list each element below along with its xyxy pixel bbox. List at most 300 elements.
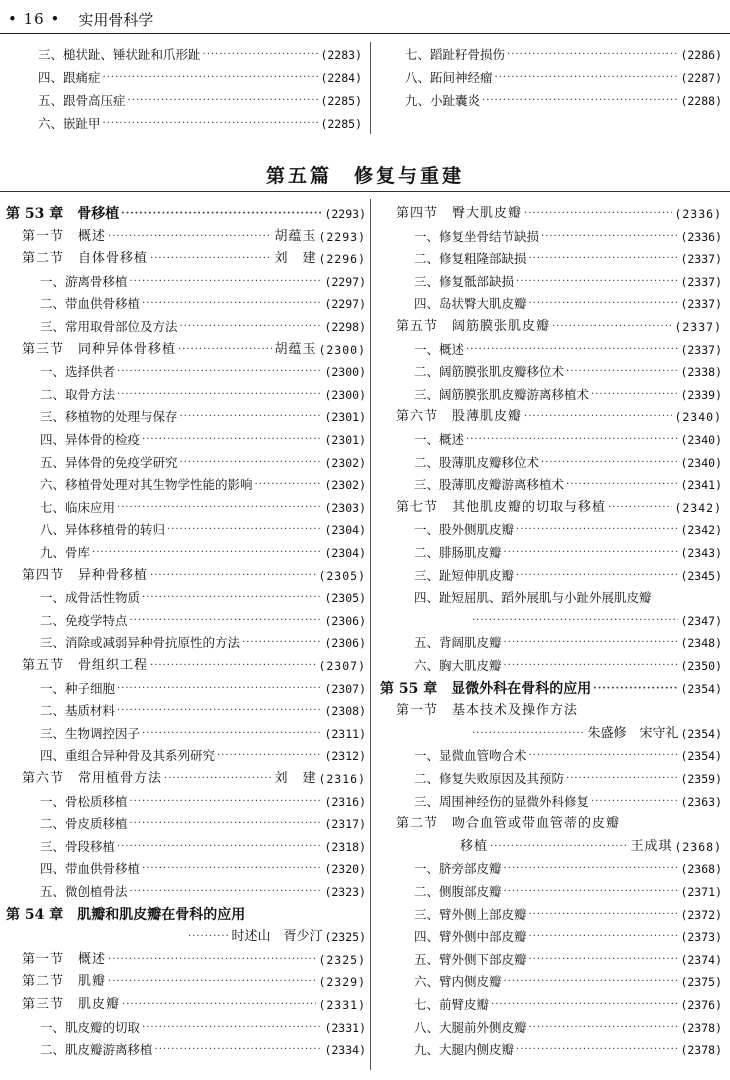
toc-entry	[22, 950, 366, 970]
toc-entry	[414, 294, 722, 314]
entry-page: (2308)	[324, 704, 366, 719]
entry-page: (2297)	[324, 297, 366, 312]
toc-entry	[22, 656, 366, 676]
toc-entry	[414, 566, 722, 586]
dot-leader	[108, 227, 272, 247]
entry-page: (2340)	[680, 455, 722, 470]
toc-entry	[38, 114, 362, 134]
entry-page: (2376)	[680, 998, 722, 1012]
dot-leader	[122, 995, 316, 1015]
entry-page: (2312)	[324, 749, 366, 764]
toc-entry	[40, 588, 366, 608]
entry-title: 四、趾短屈肌、蹈外展肌与小趾外展肌皮瓣	[414, 590, 652, 606]
entry-title: 九、骨库	[40, 545, 91, 560]
entry-title: 四、带血供骨移植	[40, 861, 141, 877]
entry-page: (2368)	[674, 839, 722, 854]
dot-leader	[142, 430, 322, 450]
entry-title: 二、腓肠肌皮瓣	[414, 545, 502, 560]
entry-page: (2303)	[324, 500, 366, 515]
dot-leader	[566, 362, 678, 382]
entry-title: 一、骨松质移植	[40, 793, 128, 809]
toc-entry	[40, 701, 366, 721]
entry-page: (2354)	[680, 749, 722, 764]
entry-page: (2296)	[318, 252, 366, 267]
entry-title: 九、小趾囊炎	[405, 93, 481, 108]
dot-leader	[117, 385, 322, 405]
entry-page: (2302)	[324, 478, 366, 493]
entry-title: 第四节 异种骨移植	[22, 567, 149, 583]
toc-entry	[40, 520, 366, 540]
entry-page: (2342)	[680, 523, 722, 538]
toc-entry	[405, 68, 722, 88]
page-header	[8, 6, 153, 32]
toc-entry	[380, 679, 722, 699]
dot-leader	[504, 972, 679, 992]
entry-author: 王成琪	[630, 838, 673, 854]
entry-page: (2300)	[318, 342, 366, 357]
toc-entry	[414, 972, 722, 992]
entry-page: (2283)	[320, 48, 362, 62]
entry-title: 第 55 章 显微外科在骨科的应用	[380, 680, 592, 697]
entry-title: 第一节 概述	[22, 951, 107, 967]
entry-page: (2378)	[680, 1043, 722, 1058]
entry-page: (2374)	[680, 952, 722, 967]
entry-title: 三、消除或减弱异种骨抗原性的方法	[40, 635, 241, 651]
entry-title: 七、前臂皮瓣	[414, 997, 490, 1012]
toc-entry	[396, 317, 722, 337]
toc-entry	[40, 272, 366, 292]
entry-page: (2368)	[680, 862, 722, 877]
entry-page: (2311)	[324, 726, 366, 741]
entry-page: (2307)	[324, 681, 366, 696]
entry-page: (2325)	[324, 930, 366, 945]
entry-title: 二、修复失败原因及其预防	[414, 771, 565, 786]
entry-page: (2343)	[680, 546, 722, 560]
part-rule	[0, 191, 730, 192]
entry-title: 六、臂内侧皮瓣	[414, 974, 502, 990]
entry-title: 二、侧腹部皮瓣	[414, 884, 502, 899]
dot-leader	[504, 543, 679, 563]
toc-entry	[414, 362, 722, 382]
entry-title: 一、显微血管吻合术	[414, 748, 527, 764]
toc-entry	[22, 340, 366, 360]
entry-title: 三、移植物的处理与保存	[40, 409, 178, 425]
toc-entry	[405, 91, 722, 111]
dot-leader	[504, 633, 679, 653]
dot-leader	[504, 882, 679, 902]
entry-title: 三、阔筋膜张肌皮瓣游离移植术	[414, 386, 590, 402]
toc-entry	[22, 995, 366, 1015]
dot-leader	[482, 91, 678, 111]
dot-leader	[150, 566, 316, 586]
dot-leader	[217, 746, 322, 766]
toc-entry	[6, 204, 366, 224]
toc-entry	[40, 317, 366, 337]
toc-entry	[414, 905, 722, 925]
entry-title: 第二节 肌瓣	[22, 974, 107, 990]
entry-page: (2342)	[674, 500, 722, 515]
entry-title: 四、臂外侧中部皮瓣	[414, 929, 527, 945]
toc-entry	[414, 543, 722, 563]
entry-title: 三、槌状趾、锤状趾和爪形趾	[38, 47, 201, 62]
entry-page: (2336)	[680, 229, 722, 244]
toc-entry	[414, 227, 722, 247]
toc-entry	[414, 656, 722, 676]
entry-title: 五、臂外侧下部皮瓣	[414, 951, 527, 967]
toc-entry	[40, 1018, 366, 1038]
entry-title: 二、股薄肌皮瓣移位术	[414, 454, 540, 470]
dot-leader	[593, 679, 678, 699]
toc-entry	[414, 927, 722, 947]
toc-entry	[40, 611, 366, 631]
dot-leader	[180, 453, 323, 473]
dot-leader	[516, 272, 678, 292]
toc-entry	[40, 792, 366, 812]
dot-leader	[142, 1018, 322, 1038]
entry-title: 一、游离骨移植	[40, 273, 128, 289]
entry-author: 胡蕴玉	[274, 341, 317, 357]
entry-title: 三、生物调控因子	[40, 725, 141, 741]
toc-entry	[22, 227, 366, 247]
dot-leader	[516, 520, 678, 540]
dot-leader	[516, 566, 678, 586]
dot-leader	[180, 317, 323, 337]
dot-leader	[142, 294, 322, 314]
entry-title: 二、带血供骨移植	[40, 296, 141, 312]
entry-page: (2297)	[324, 274, 366, 289]
entry-page: (2316)	[324, 794, 366, 809]
entry-author: 刘 建	[274, 771, 317, 786]
toc-entry	[40, 837, 366, 857]
toc-entry	[40, 882, 366, 902]
entry-title: 八、跖间神经瘤	[405, 70, 493, 85]
toc-entry	[414, 520, 722, 540]
entry-page: (2300)	[324, 387, 366, 402]
entry-page: (2345)	[680, 568, 722, 583]
entry-title: 六、嵌趾甲	[38, 116, 101, 131]
entry-author: 时述山 胥少汀	[231, 929, 323, 945]
entry-page: (2340)	[680, 433, 722, 447]
entry-page: (2329)	[318, 975, 366, 990]
entry-title: 三、骨段移植	[40, 838, 116, 854]
toc-entry	[414, 746, 722, 766]
entry-title: 一、概述	[414, 341, 465, 357]
dot-leader	[552, 317, 672, 337]
dot-leader	[142, 588, 322, 608]
toc-entry	[414, 385, 722, 405]
entry-title: 移植	[460, 838, 489, 854]
entry-page: (2285)	[320, 117, 362, 131]
entry-page: (2307)	[318, 659, 366, 673]
dot-leader	[255, 475, 323, 495]
entry-page: (2354)	[680, 726, 722, 741]
entry-title: 二、取骨方法	[40, 386, 116, 402]
entry-page: (2301)	[324, 410, 366, 425]
toc-entry	[414, 430, 722, 450]
entry-title: 一、概述	[414, 432, 465, 447]
toc-entry	[470, 724, 722, 744]
dot-leader	[529, 927, 679, 947]
entry-page: (2339)	[680, 387, 722, 402]
toc-entry	[38, 45, 362, 65]
entry-page: (2288)	[680, 94, 722, 108]
entry-title: 八、大腿前外侧皮瓣	[414, 1019, 527, 1035]
dot-leader	[155, 1040, 323, 1060]
entry-page: (2306)	[324, 613, 366, 628]
column-divider	[370, 199, 371, 1070]
entry-page: (2341)	[680, 478, 722, 493]
toc-entry	[396, 204, 722, 224]
dot-leader	[130, 814, 323, 834]
toc-entry	[40, 453, 366, 473]
entry-title: 第五节 骨组织工程	[22, 658, 149, 673]
dot-leader	[466, 340, 678, 360]
toc-entry	[414, 633, 722, 653]
dot-leader	[529, 249, 679, 269]
entry-page: (2336)	[674, 207, 722, 221]
dot-leader	[188, 927, 229, 947]
entry-title: 二、免疫学特点	[40, 612, 128, 628]
toc-entry	[414, 249, 722, 269]
entry-title: 第一节 基本技术及操作方法	[396, 703, 579, 719]
dot-leader	[472, 724, 585, 744]
toc-entry	[6, 905, 366, 925]
dot-leader	[541, 227, 678, 247]
entry-page: (2337)	[674, 320, 722, 334]
dot-leader	[167, 520, 322, 540]
dot-leader	[491, 995, 678, 1015]
dot-leader	[130, 272, 323, 292]
toc-entry	[414, 272, 722, 292]
toc-entry	[38, 91, 362, 111]
entry-title: 一、选择供者	[40, 364, 116, 380]
toc-entry	[414, 453, 722, 473]
entry-page: (2318)	[324, 839, 366, 854]
entry-author: 胡蕴玉	[274, 228, 317, 244]
dot-leader	[541, 453, 678, 473]
entry-page: (2323)	[324, 885, 366, 899]
dot-leader	[495, 68, 679, 88]
toc-entry	[40, 362, 366, 382]
entry-page: (2285)	[320, 94, 362, 108]
toc-entry	[470, 611, 722, 631]
entry-title: 三、修复骶部缺损	[414, 273, 515, 289]
entry-title: 一、脐旁部皮瓣	[414, 861, 502, 877]
entry-title: 第四节 臀大肌皮瓣	[396, 206, 523, 221]
entry-page: (2373)	[680, 930, 722, 945]
entry-page: (2354)	[680, 681, 722, 696]
entry-title: 一、股外侧肌皮瓣	[414, 522, 515, 538]
toc-entry	[40, 724, 366, 744]
toc-entry	[40, 814, 366, 834]
dot-leader	[92, 543, 322, 563]
page-number-value: 16	[23, 10, 45, 28]
toc-entry	[22, 566, 366, 586]
entry-page: (2305)	[324, 591, 366, 606]
entry-title: 一、种子细胞	[40, 680, 116, 696]
entry-title: 九、大腿内侧皮瓣	[414, 1042, 515, 1058]
toc-entry	[40, 543, 366, 563]
entry-title: 第 54 章 肌瓣和肌皮瓣在骨科的应用	[6, 906, 246, 923]
toc-entry	[414, 859, 722, 879]
entry-title: 第六节 常用植骨方法	[22, 771, 163, 786]
entry-title: 一、成骨活性物质	[40, 590, 141, 606]
dot-leader	[507, 45, 678, 65]
entry-page: (2300)	[324, 365, 366, 380]
entry-page: (2363)	[680, 794, 722, 809]
header-rule	[0, 33, 730, 34]
toc-entry	[460, 837, 722, 857]
dot-leader	[504, 656, 679, 676]
entry-page: (2286)	[680, 48, 722, 62]
dot-leader	[566, 769, 678, 789]
entry-page: (2317)	[324, 817, 366, 832]
dot-leader	[504, 859, 679, 879]
entry-page: (2371)	[680, 885, 722, 899]
entry-title: 第七节 其他肌皮瓣的切取与移植	[396, 499, 607, 515]
dot-leader	[529, 294, 679, 314]
entry-title: 五、背阔肌皮瓣	[414, 635, 502, 651]
toc-entry	[414, 769, 722, 789]
dot-leader	[591, 792, 678, 812]
entry-title: 三、趾短伸肌皮瓣	[414, 567, 515, 583]
toc-entry	[414, 340, 722, 360]
toc-entry	[414, 1040, 722, 1060]
toc-entry	[38, 68, 362, 88]
dot-leader	[608, 498, 672, 518]
dot-leader	[121, 204, 322, 224]
entry-title: 一、修复坐骨结节缺损	[414, 228, 540, 244]
toc-entry	[40, 746, 366, 766]
dot-leader	[178, 340, 272, 360]
entry-page: (2338)	[680, 365, 722, 380]
entry-author: 朱盛修 宋守礼	[587, 725, 679, 741]
entry-title: 四、重组合异种骨及其系列研究	[40, 748, 216, 764]
entry-title: 三、常用取骨部位及方法	[40, 319, 178, 334]
toc-entry	[396, 701, 722, 721]
entry-title: 第三节 同种异体骨移植	[22, 341, 177, 357]
entry-page: (2340)	[674, 410, 722, 425]
entry-title: 第一节 概述	[22, 228, 107, 244]
book-title: 实用骨科学	[78, 10, 154, 29]
toc-entry	[40, 859, 366, 879]
entry-page: (2298)	[324, 320, 366, 334]
dot-leader	[529, 905, 679, 925]
entry-page: (2293)	[324, 207, 366, 221]
dot-leader	[130, 882, 323, 902]
entry-page: (2334)	[324, 1043, 366, 1058]
part-title: 第五篇 修复与重建	[265, 165, 464, 187]
entry-title: 四、跟痛症	[38, 70, 101, 85]
entry-page: (2304)	[324, 523, 366, 538]
entry-page: (2301)	[324, 433, 366, 447]
toc-entry	[414, 950, 722, 970]
dot-leader	[566, 475, 678, 495]
dot-leader	[529, 950, 679, 970]
entry-page: (2337)	[680, 297, 722, 312]
entry-page: (2337)	[680, 274, 722, 289]
column-divider	[370, 42, 371, 134]
dot-leader	[150, 656, 316, 676]
entry-title: 第三节 肌皮瓣	[22, 997, 121, 1012]
entry-title: 四、异体骨的检疫	[40, 432, 141, 447]
dot-leader	[117, 362, 322, 382]
toc-entry	[40, 679, 366, 699]
entry-title: 第五节 阔筋膜张肌皮瓣	[396, 319, 551, 334]
entry-title: 二、修复粗隆部缺损	[414, 251, 527, 267]
toc-entry	[396, 498, 722, 518]
dot-leader	[524, 407, 672, 427]
toc-entry	[40, 498, 366, 518]
entry-page: (2347)	[680, 613, 722, 628]
toc-entry	[405, 45, 722, 65]
entry-title: 二、肌皮瓣游离移植	[40, 1042, 153, 1058]
entry-page: (2350)	[680, 659, 722, 673]
dot-leader	[490, 837, 628, 857]
toc-entry	[414, 1018, 722, 1038]
entry-title: 五、微创植骨法	[40, 884, 128, 899]
entry-title: 第二节 自体骨移植	[22, 251, 149, 267]
dot-leader	[142, 724, 322, 744]
entry-page: (2331)	[318, 998, 366, 1012]
entry-title: 六、移植骨处理对其生物学性能的影响	[40, 477, 253, 493]
toc-entry	[22, 972, 366, 992]
entry-page: (2375)	[680, 975, 722, 990]
entry-page: (2325)	[318, 952, 366, 967]
toc-entry	[22, 249, 366, 269]
dot-leader	[142, 859, 322, 879]
dot-leader	[529, 746, 679, 766]
entry-title: 四、岛状臀大肌皮瓣	[414, 296, 527, 312]
entry-page: (2284)	[320, 71, 362, 85]
toc-entry	[414, 792, 722, 812]
entry-page: (2337)	[680, 342, 722, 357]
entry-title: 二、阔筋膜张肌皮瓣移位术	[414, 364, 565, 380]
toc-entry	[40, 475, 366, 495]
toc-entry	[40, 385, 366, 405]
dot-leader	[203, 45, 319, 65]
entry-title: 三、周围神经伤的显微外科修复	[414, 793, 590, 809]
dot-leader	[103, 68, 319, 88]
entry-title: 七、蹈趾籽骨损伤	[405, 47, 506, 62]
entry-title: 八、异体移植骨的转归	[40, 522, 166, 538]
entry-page: (2331)	[324, 1020, 366, 1035]
entry-page: (2305)	[318, 568, 366, 583]
dot-leader	[524, 204, 672, 224]
toc-entry	[40, 633, 366, 653]
entry-page: (2306)	[324, 636, 366, 651]
entry-title: 二、骨皮质移植	[40, 816, 128, 832]
toc-entry	[396, 814, 722, 834]
dot-leader	[164, 769, 272, 789]
entry-page: (2320)	[324, 862, 366, 877]
entry-title: 三、股薄肌皮瓣游离移植术	[414, 477, 565, 493]
entry-author: 刘 建	[274, 251, 317, 267]
toc-entry	[40, 407, 366, 427]
toc-entry	[40, 294, 366, 314]
toc-entry	[40, 430, 366, 450]
entry-page: (2378)	[680, 1020, 722, 1035]
toc-entry	[414, 995, 722, 1015]
entry-title: 六、胸大肌皮瓣	[414, 658, 502, 673]
entry-page: (2293)	[318, 229, 366, 244]
entry-title: 第二节 吻合血管或带血管蒂的皮瓣	[396, 816, 621, 832]
dot-leader	[103, 114, 319, 134]
dot-leader	[130, 792, 323, 812]
toc-entry	[414, 588, 722, 608]
toc-entry	[396, 407, 722, 427]
toc-entry	[186, 927, 366, 947]
